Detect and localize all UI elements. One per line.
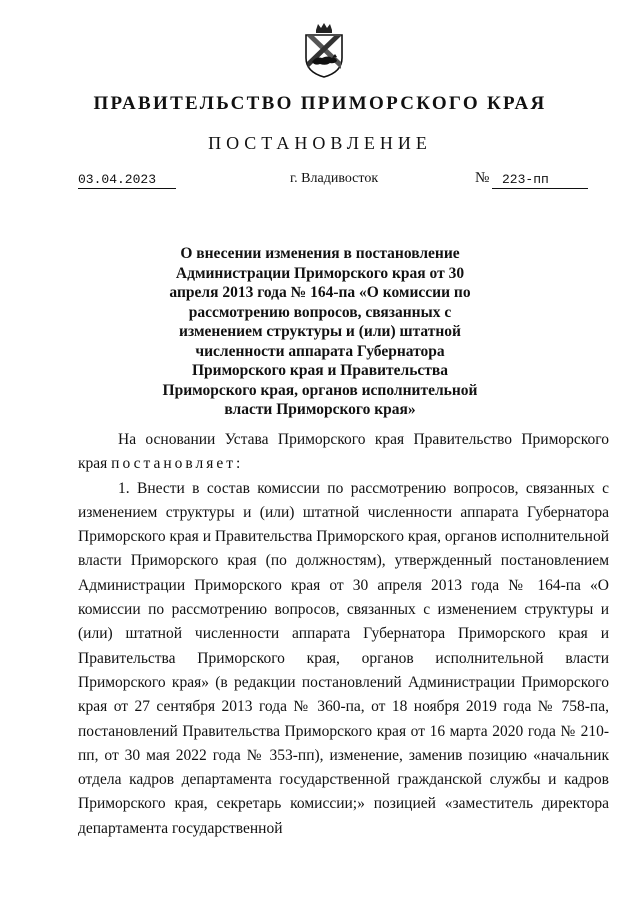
document-number: 223-пп — [492, 172, 588, 189]
document-date: 03.04.2023 — [78, 172, 176, 189]
document-subject: О внесении изменения в постановление Администрации Приморского края от 30 апреля 2013 года № 164-па «О комиссии по рассмотрению вопросов, связанных с изменением структуры и (или) штатной численности аппарата Губернатора Приморского края и Правительства Приморского края, органов исполнительной власти Приморского края» — [162, 245, 478, 418]
document-body — [78, 428, 609, 841]
decree-word: постановляет: — [111, 455, 244, 473]
coat-of-arms-emblem — [302, 22, 346, 78]
number-sign: № — [475, 170, 490, 186]
document-city: г. Владивосток — [290, 171, 379, 186]
document-type: ПОСТАНОВЛЕНИЕ — [208, 133, 432, 153]
point-1-paragraph: 1. Внести в состав комиссии по рассмотрению вопросов, связанных с изменением структуры и (или) штатной численности аппарата Губернатора Приморского края и Правительства Приморского края, органов исполнительной власти Приморского края (по должностям), утвержденный постановлением Администрации Приморского края от 30 апреля 2013 года № 164-па «О комиссии по рассмотрению вопросов, связанных с изменением структуры и (или) штатной численности аппарата Губернатора Приморского края и Правительства Приморского края, органов исполнительной власти Приморского края» (в редакции постановлений Администрации Приморского края от 27 сентября 2013 года № 360-па, от 18 ноября 2019 года № 758-па, постановлений Правительства Приморского края от 16 марта 2020 года № 210-пп, от 30 мая 2022 года № 353-пп), изменение, заменив позицию «начальник отдела кадров департамента государственной гражданской службы и кадров Приморского края, секретарь комиссии;» позицией «заместитель директора департамента государственной — [78, 479, 609, 837]
government-title: ПРАВИТЕЛЬСТВО ПРИМОРСКОГО КРАЯ — [93, 93, 547, 114]
intro-text: На основании Устава Приморского края Правительство Приморского края — [78, 431, 609, 473]
intro-paragraph — [78, 428, 609, 477]
